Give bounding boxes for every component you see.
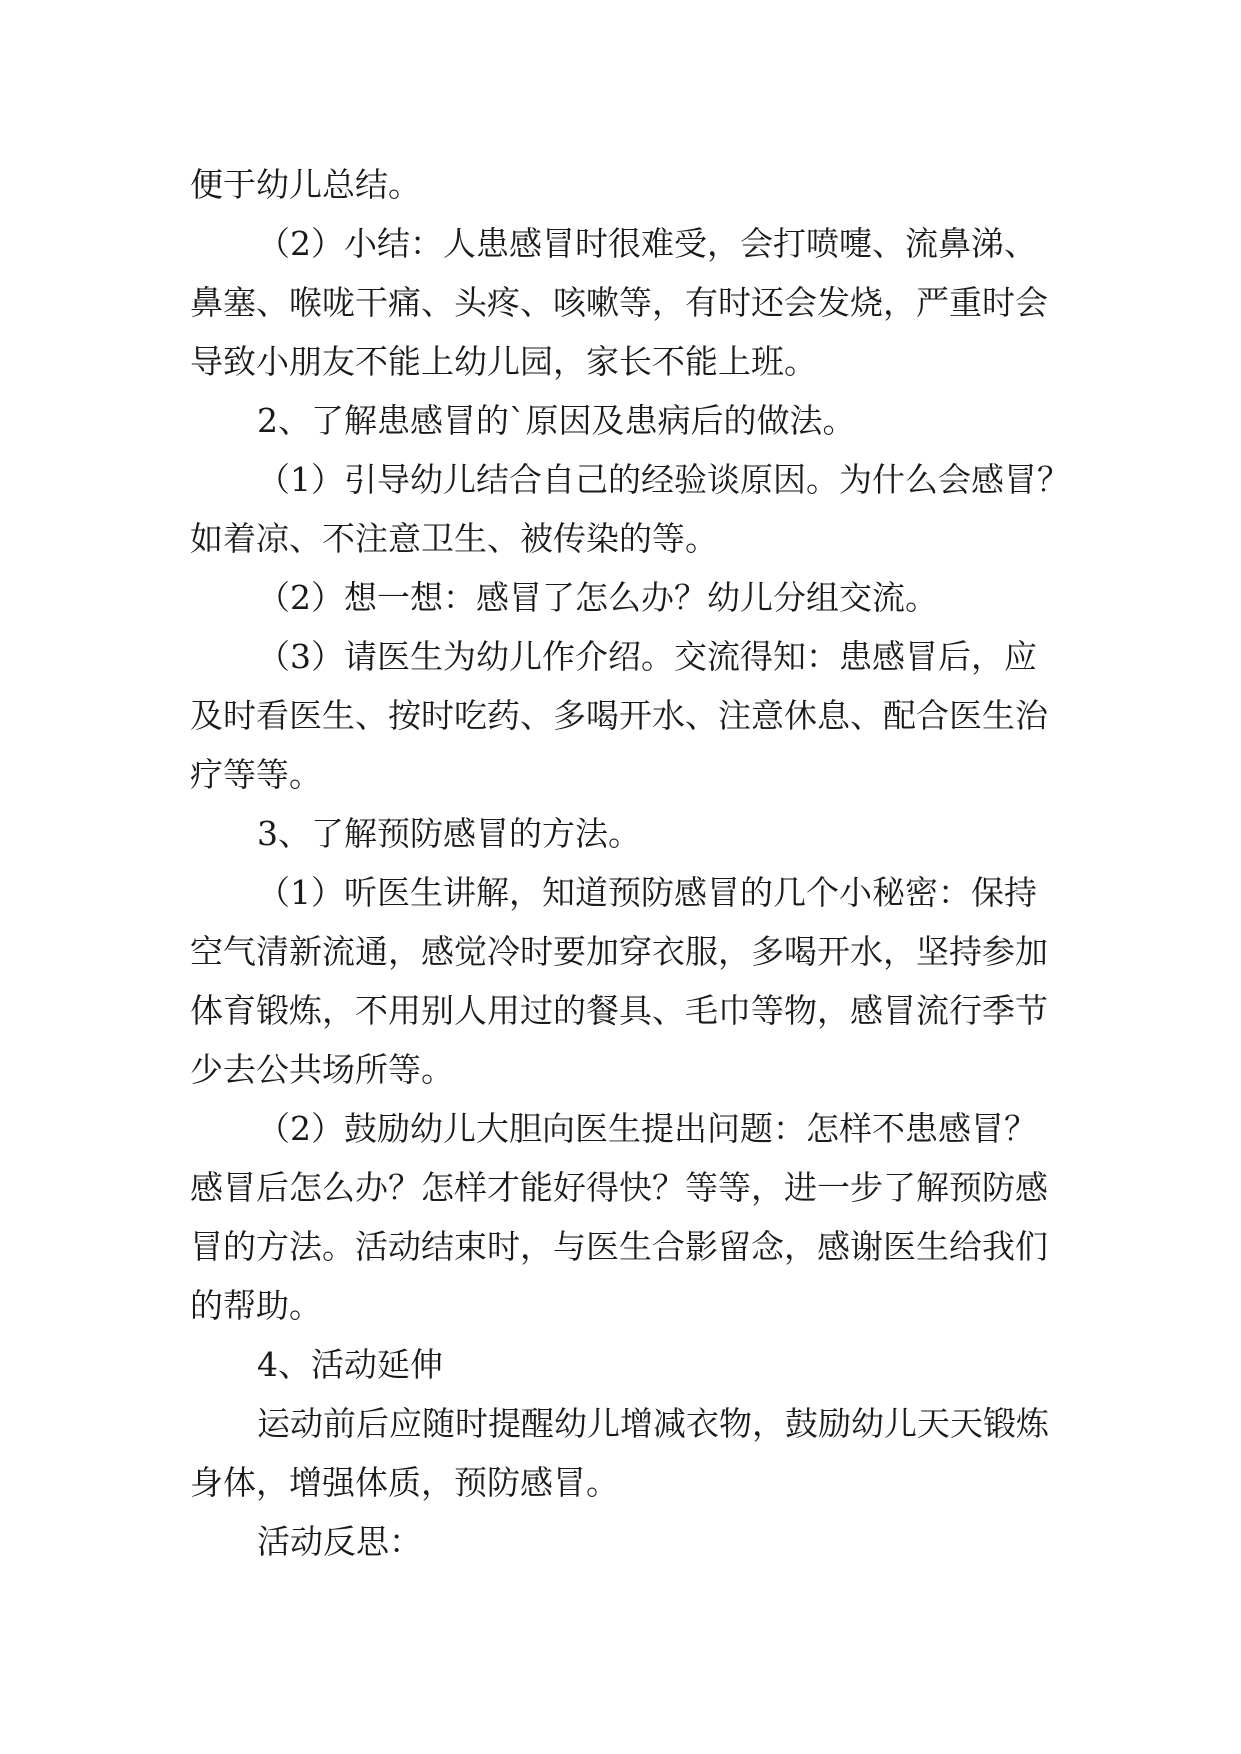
text-line: （2）小结：人患感冒时很难受，会打喷嚏、流鼻涕、: [257, 224, 1037, 263]
text-line: （2）想一想：感冒了怎么办？幼儿分组交流。: [257, 578, 938, 617]
text-line: （1）听医生讲解，知道预防感冒的几个小秘密：保持: [257, 873, 1037, 912]
text-line: 如着凉、不注意卫生、被传染的等。: [190, 519, 718, 558]
section-heading: 活动反思：: [257, 1522, 422, 1561]
text-line: （1）引导幼儿结合自己的经验谈原因。为什么会感冒？: [257, 460, 1070, 499]
section-heading: 2、了解患感冒的`原因及患病后的做法。: [257, 401, 856, 440]
text-line: 导致小朋友不能上幼儿园，家长不能上班。: [190, 342, 817, 381]
text-line: 鼻塞、喉咙干痛、头疼、咳嗽等，有时还会发烧，严重时会: [190, 283, 1048, 322]
text-line: 体育锻炼，不用别人用过的餐具、毛巾等物，感冒流行季节: [190, 991, 1048, 1030]
text-line: 身体，增强体质，预防感冒。: [190, 1463, 619, 1502]
text-line: 感冒后怎么办？怎样才能好得快？等等，进一步了解预防感: [190, 1168, 1048, 1207]
text-line: （3）请医生为幼儿作介绍。交流得知：患感冒后，应: [257, 637, 1037, 676]
text-line: 疗等等。: [190, 755, 322, 794]
text-line: 空气清新流通，感觉冷时要加穿衣服，多喝开水，坚持参加: [190, 932, 1048, 971]
text-line: 便于幼儿总结。: [190, 165, 421, 204]
text-line: 少去公共场所等。: [190, 1050, 454, 1089]
section-heading: 3、了解预防感冒的方法。: [257, 814, 641, 853]
text-line: 及时看医生、按时吃药、多喝开水、注意休息、配合医生治: [190, 696, 1048, 735]
text-line: 运动前后应随时提醒幼儿增减衣物，鼓励幼儿天天锻炼: [257, 1404, 1049, 1443]
text-line: 的帮助。: [190, 1286, 322, 1325]
text-line: 冒的方法。活动结束时，与医生合影留念，感谢医生给我们: [190, 1227, 1048, 1266]
text-line: （2）鼓励幼儿大胆向医生提出问题：怎样不患感冒？: [257, 1109, 1037, 1148]
section-heading: 4、活动延伸: [257, 1345, 443, 1384]
